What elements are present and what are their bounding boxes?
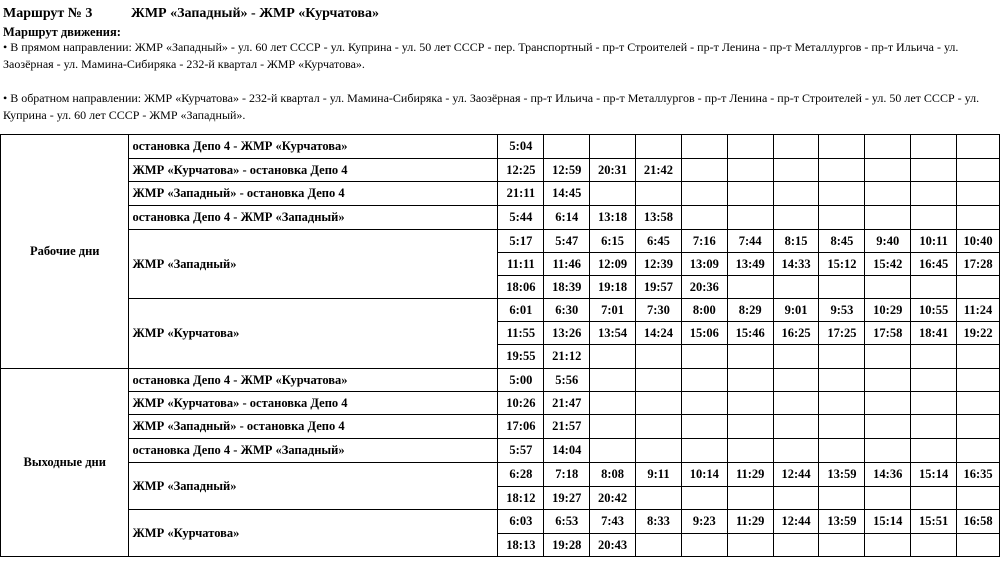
empty-cell — [681, 345, 727, 369]
backward-direction: • В обратном направлении: ЖМР «Курчатова» - 232-й квартал - ул. Мамина-Сибиряка - ул. Заозёрная - пр-т Ильича - пр-т Металлургов - пр-т Ленина - пр-т Строителей - ул. 50 лет СССР - ул. Куприна - ул. 60 лет СССР - ЖМР «Западный». — [3, 91, 980, 122]
empty-cell — [865, 439, 911, 463]
empty-cell — [911, 439, 957, 463]
empty-cell — [865, 135, 911, 159]
empty-cell — [865, 369, 911, 392]
empty-cell — [727, 159, 773, 182]
departure-time: 11:29 — [727, 463, 773, 487]
empty-cell — [590, 415, 636, 439]
segment-label: ЖМР «Западный» - остановка Депо 4 — [129, 415, 498, 439]
departure-time: 6:45 — [636, 230, 682, 253]
empty-cell — [636, 415, 682, 439]
empty-cell — [681, 415, 727, 439]
departure-time: 5:47 — [544, 230, 590, 253]
empty-cell — [911, 159, 957, 182]
departure-time: 14:24 — [636, 322, 682, 345]
departure-time: 21:42 — [636, 159, 682, 182]
empty-cell — [727, 182, 773, 206]
movement-label: Маршрут движения: — [3, 25, 121, 39]
departure-time: 5:17 — [498, 230, 544, 253]
segment-label: остановка Депо 4 - ЖМР «Курчатова» — [129, 135, 498, 159]
empty-cell — [590, 392, 636, 415]
departure-time: 18:41 — [911, 322, 957, 345]
empty-cell — [911, 534, 957, 557]
empty-cell — [636, 135, 682, 159]
departure-time: 8:08 — [590, 463, 636, 487]
empty-cell — [911, 345, 957, 369]
empty-cell — [819, 369, 865, 392]
schedule-row — [1, 463, 1000, 487]
empty-cell — [773, 534, 819, 557]
departure-time: 14:45 — [544, 182, 590, 206]
empty-cell — [773, 182, 819, 206]
empty-cell — [773, 392, 819, 415]
departure-time: 10:29 — [865, 299, 911, 322]
departure-time: 14:04 — [544, 439, 590, 463]
departure-time: 19:18 — [590, 276, 636, 299]
departure-time: 9:23 — [681, 510, 727, 534]
empty-cell — [911, 206, 957, 230]
empty-cell — [911, 392, 957, 415]
departure-time: 5:57 — [498, 439, 544, 463]
departure-time: 11:55 — [498, 322, 544, 345]
departure-time: 13:26 — [544, 322, 590, 345]
empty-cell — [819, 345, 865, 369]
empty-cell — [819, 392, 865, 415]
departure-time: 11:46 — [544, 253, 590, 276]
departure-time: 8:45 — [819, 230, 865, 253]
empty-cell — [727, 415, 773, 439]
departure-time: 19:55 — [498, 345, 544, 369]
empty-cell — [773, 415, 819, 439]
departure-time: 9:11 — [636, 463, 682, 487]
empty-cell — [681, 534, 727, 557]
empty-cell — [681, 159, 727, 182]
schedule-row — [1, 439, 1000, 463]
empty-cell — [773, 369, 819, 392]
empty-cell — [957, 439, 1000, 463]
departure-time: 6:14 — [544, 206, 590, 230]
departure-time: 15:14 — [865, 510, 911, 534]
departure-time: 15:46 — [727, 322, 773, 345]
empty-cell — [957, 534, 1000, 557]
departure-time: 15:12 — [819, 253, 865, 276]
departure-time: 5:56 — [544, 369, 590, 392]
schedule-row — [1, 135, 1000, 159]
empty-cell — [773, 345, 819, 369]
empty-cell — [727, 369, 773, 392]
route-title — [3, 3, 997, 25]
departure-time: 6:01 — [498, 299, 544, 322]
empty-cell — [590, 135, 636, 159]
departure-time: 17:25 — [819, 322, 865, 345]
empty-cell — [865, 182, 911, 206]
empty-cell — [681, 487, 727, 510]
empty-cell — [773, 135, 819, 159]
departure-time: 13:18 — [590, 206, 636, 230]
empty-cell — [911, 182, 957, 206]
segment-label: ЖМР «Западный» — [129, 463, 498, 510]
day-type-label: Выходные дни — [1, 369, 129, 557]
empty-cell — [957, 369, 1000, 392]
departure-time: 14:36 — [865, 463, 911, 487]
departure-time: 13:58 — [636, 206, 682, 230]
schedule-table — [0, 134, 1000, 557]
departure-time: 10:11 — [911, 230, 957, 253]
empty-cell — [636, 345, 682, 369]
departure-time: 18:39 — [544, 276, 590, 299]
departure-time: 21:12 — [544, 345, 590, 369]
departure-time: 11:24 — [957, 299, 1000, 322]
departure-time: 8:29 — [727, 299, 773, 322]
departure-time: 6:53 — [544, 510, 590, 534]
departure-time: 15:14 — [911, 463, 957, 487]
empty-cell — [727, 487, 773, 510]
empty-cell — [819, 276, 865, 299]
empty-cell — [727, 392, 773, 415]
empty-cell — [911, 369, 957, 392]
segment-label: остановка Депо 4 - ЖМР «Западный» — [129, 439, 498, 463]
segment-label: ЖМР «Курчатова» - остановка Депо 4 — [129, 159, 498, 182]
departure-time: 9:01 — [773, 299, 819, 322]
departure-time: 13:09 — [681, 253, 727, 276]
departure-time: 6:28 — [498, 463, 544, 487]
departure-time: 7:43 — [590, 510, 636, 534]
departure-time: 12:44 — [773, 463, 819, 487]
segment-label: ЖМР «Курчатова» — [129, 510, 498, 557]
empty-cell — [727, 534, 773, 557]
empty-cell — [681, 206, 727, 230]
departure-time: 20:43 — [590, 534, 636, 557]
empty-cell — [957, 345, 1000, 369]
empty-cell — [865, 345, 911, 369]
departure-time: 20:42 — [590, 487, 636, 510]
segment-label: ЖМР «Западный» - остановка Депо 4 — [129, 182, 498, 206]
empty-cell — [865, 415, 911, 439]
departure-time: 6:15 — [590, 230, 636, 253]
departure-time: 9:53 — [819, 299, 865, 322]
departure-time: 7:18 — [544, 463, 590, 487]
departure-time: 19:22 — [957, 322, 1000, 345]
departure-time: 13:59 — [819, 510, 865, 534]
departure-time: 20:36 — [681, 276, 727, 299]
empty-cell — [819, 206, 865, 230]
empty-cell — [727, 345, 773, 369]
empty-cell — [681, 392, 727, 415]
empty-cell — [636, 182, 682, 206]
departure-time: 9:40 — [865, 230, 911, 253]
empty-cell — [819, 534, 865, 557]
empty-cell — [681, 182, 727, 206]
day-type-label: Рабочие дни — [1, 135, 129, 369]
schedule-row — [1, 369, 1000, 392]
schedule-row — [1, 206, 1000, 230]
departure-time: 7:01 — [590, 299, 636, 322]
empty-cell — [865, 276, 911, 299]
empty-cell — [727, 439, 773, 463]
departure-time: 7:16 — [681, 230, 727, 253]
route-number: Маршрут № 3 — [3, 6, 93, 21]
departure-time: 10:55 — [911, 299, 957, 322]
departure-time: 15:51 — [911, 510, 957, 534]
departure-time: 19:27 — [544, 487, 590, 510]
empty-cell — [911, 487, 957, 510]
departure-time: 18:06 — [498, 276, 544, 299]
departure-time: 8:00 — [681, 299, 727, 322]
empty-cell — [636, 392, 682, 415]
departure-time: 11:29 — [727, 510, 773, 534]
empty-cell — [957, 392, 1000, 415]
departure-time: 10:26 — [498, 392, 544, 415]
departure-time: 16:35 — [957, 463, 1000, 487]
schedule-row — [1, 159, 1000, 182]
segment-label: ЖМР «Курчатова» - остановка Депо 4 — [129, 392, 498, 415]
empty-cell — [819, 135, 865, 159]
empty-cell — [590, 345, 636, 369]
empty-cell — [590, 439, 636, 463]
empty-cell — [544, 135, 590, 159]
departure-time: 8:15 — [773, 230, 819, 253]
departure-time: 10:14 — [681, 463, 727, 487]
empty-cell — [819, 159, 865, 182]
departure-time: 16:45 — [911, 253, 957, 276]
empty-cell — [681, 439, 727, 463]
departure-time: 13:49 — [727, 253, 773, 276]
schedule-row — [1, 299, 1000, 322]
empty-cell — [911, 415, 957, 439]
empty-cell — [773, 487, 819, 510]
empty-cell — [590, 182, 636, 206]
departure-time: 12:25 — [498, 159, 544, 182]
departure-time: 5:04 — [498, 135, 544, 159]
departure-time: 15:42 — [865, 253, 911, 276]
empty-cell — [681, 369, 727, 392]
empty-cell — [819, 439, 865, 463]
departure-time: 8:33 — [636, 510, 682, 534]
empty-cell — [957, 135, 1000, 159]
segment-label: остановка Депо 4 - ЖМР «Курчатова» — [129, 369, 498, 392]
schedule-row — [1, 510, 1000, 534]
empty-cell — [636, 439, 682, 463]
empty-cell — [865, 487, 911, 510]
departure-time: 21:57 — [544, 415, 590, 439]
departure-time: 16:25 — [773, 322, 819, 345]
departure-time: 12:39 — [636, 253, 682, 276]
empty-cell — [865, 206, 911, 230]
segment-label: ЖМР «Курчатова» — [129, 299, 498, 369]
departure-time: 21:47 — [544, 392, 590, 415]
departure-time: 7:30 — [636, 299, 682, 322]
empty-cell — [865, 392, 911, 415]
departure-time: 12:44 — [773, 510, 819, 534]
empty-cell — [727, 206, 773, 230]
departure-time: 14:33 — [773, 253, 819, 276]
empty-cell — [773, 206, 819, 230]
empty-cell — [773, 439, 819, 463]
empty-cell — [636, 534, 682, 557]
spacer — [3, 73, 997, 90]
departure-time: 13:59 — [819, 463, 865, 487]
route-header — [3, 3, 997, 124]
route-name: ЖМР «Западный» - ЖМР «Курчатова» — [131, 6, 379, 21]
departure-time: 6:30 — [544, 299, 590, 322]
departure-time: 19:28 — [544, 534, 590, 557]
empty-cell — [957, 487, 1000, 510]
schedule-row — [1, 230, 1000, 253]
departure-time: 13:54 — [590, 322, 636, 345]
schedule-row — [1, 392, 1000, 415]
forward-direction: • В прямом направлении: ЖМР «Западный» - ул. 60 лет СССР - ул. Куприна - ул. 50 лет СССР - пер. Транспортный - пр-т Строителей - пр-т Ленина - пр-т Металлургов - пр-т Ильича - ул. Заозёрная - ул. Мамина-Сибиряка - 232-й квартал - ЖМР «Курчатова». — [3, 40, 959, 71]
segment-label: ЖМР «Западный» — [129, 230, 498, 299]
empty-cell — [727, 276, 773, 299]
empty-cell — [681, 135, 727, 159]
departure-time: 5:00 — [498, 369, 544, 392]
empty-cell — [911, 135, 957, 159]
empty-cell — [957, 182, 1000, 206]
empty-cell — [636, 487, 682, 510]
departure-time: 17:06 — [498, 415, 544, 439]
empty-cell — [957, 159, 1000, 182]
departure-time: 21:11 — [498, 182, 544, 206]
departure-time: 17:58 — [865, 322, 911, 345]
empty-cell — [865, 159, 911, 182]
departure-time: 6:03 — [498, 510, 544, 534]
departure-time: 16:58 — [957, 510, 1000, 534]
departure-time: 20:31 — [590, 159, 636, 182]
empty-cell — [957, 206, 1000, 230]
empty-cell — [819, 182, 865, 206]
departure-time: 7:44 — [727, 230, 773, 253]
empty-cell — [911, 276, 957, 299]
empty-cell — [819, 487, 865, 510]
empty-cell — [865, 534, 911, 557]
empty-cell — [590, 369, 636, 392]
schedule-row — [1, 182, 1000, 206]
empty-cell — [773, 276, 819, 299]
empty-cell — [957, 415, 1000, 439]
departure-time: 5:44 — [498, 206, 544, 230]
empty-cell — [819, 415, 865, 439]
empty-cell — [957, 276, 1000, 299]
segment-label: остановка Депо 4 - ЖМР «Западный» — [129, 206, 498, 230]
departure-time: 11:11 — [498, 253, 544, 276]
departure-time: 12:59 — [544, 159, 590, 182]
empty-cell — [727, 135, 773, 159]
departure-time: 12:09 — [590, 253, 636, 276]
departure-time: 18:12 — [498, 487, 544, 510]
schedule-row — [1, 415, 1000, 439]
departure-time: 19:57 — [636, 276, 682, 299]
departure-time: 18:13 — [498, 534, 544, 557]
empty-cell — [636, 369, 682, 392]
empty-cell — [773, 159, 819, 182]
departure-time: 15:06 — [681, 322, 727, 345]
departure-time: 17:28 — [957, 253, 1000, 276]
departure-time: 10:40 — [957, 230, 1000, 253]
